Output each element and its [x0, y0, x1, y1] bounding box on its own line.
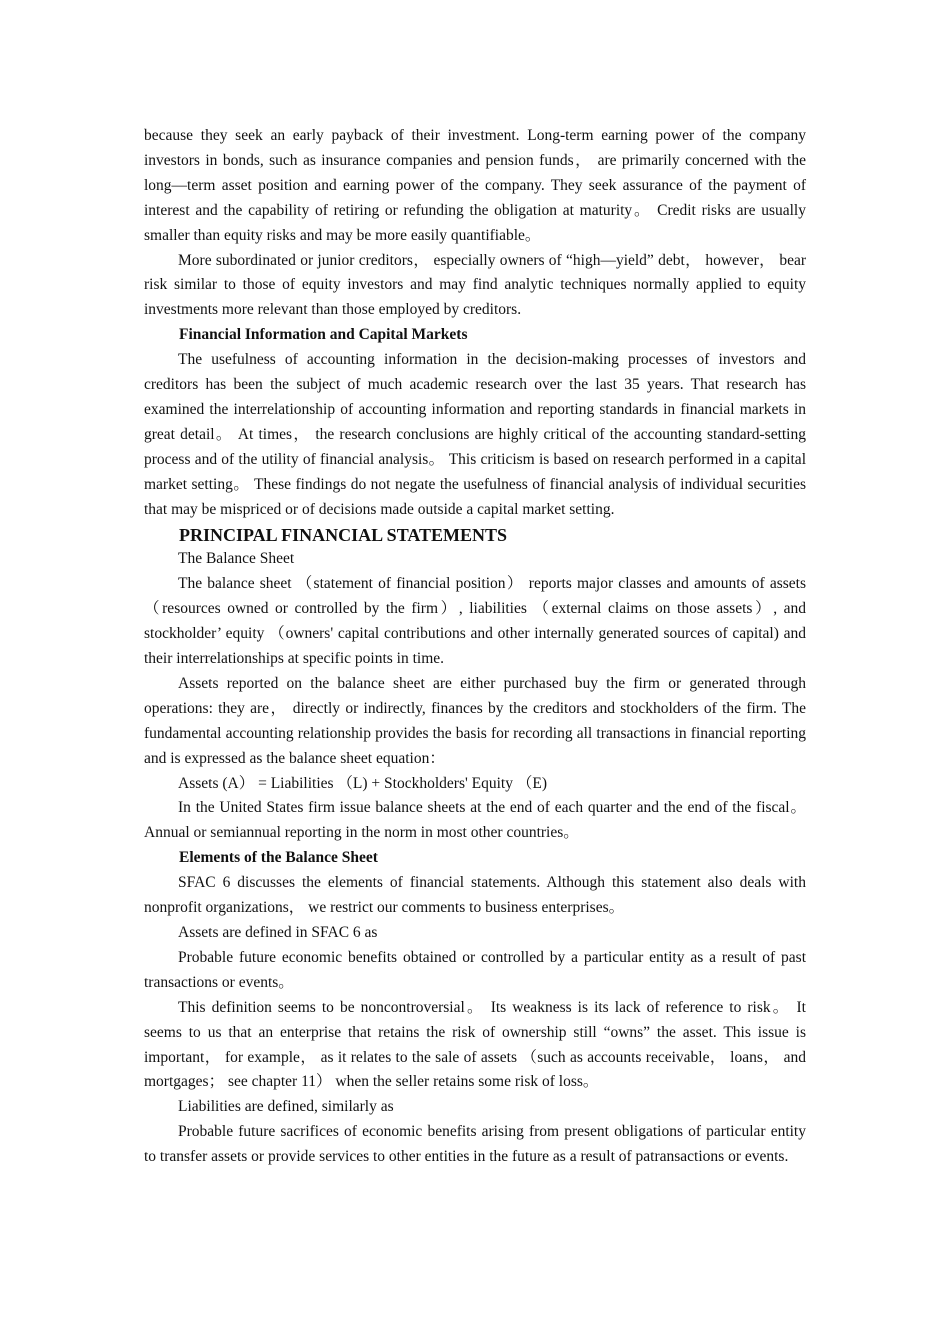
subheading-elements: Elements of the Balance Sheet [179, 849, 378, 867]
label-balance-sheet: The Balance Sheet [178, 550, 295, 568]
paragraph-assets-definition: Probable future economic benefits obtained or controlled by a particular entity as a result of past transactions or events。 [144, 948, 806, 991]
paragraph-usefulness: The usefulness of accounting information in the decision-making processes of investors and creditors has been the subject of much academic research over the last 35 years. That research has examined the interrelationship of accounting information and reporting standards in financial markets in great detail。 At times， the research conclusions are highly critical of the accounting standard-setting process and of the utility of financial analysis。 This criticism is based on research performed in a capital market setting。 These findings do not negate the usefulness of financial analysis of individual securities that may be mispriced or of decisions made outside a capital market setting. [144, 351, 806, 518]
paragraph-assets-reported: Assets reported on the balance sheet are either purchased buy the firm or generated through operations: they are， directly or indirectly, finances by the creditors and stockholders of the firm. The fundamental accounting relationship provides the basis for recording all transactions in financial reporting and is expressed as the balance sheet equation： [144, 674, 806, 767]
paragraph-continuation: because they seek an early payback of their investment. Long-term earning power of the company investors in bonds, such as insurance companies and pension funds， are primarily concerned with the long—term asset position and earning power of the company. They seek assurance of the payment of interest and the capability of retiring or refunding the obligation at maturity。 Credit risks are usually smaller than equity risks and may be more easily quantifiable。 [144, 127, 806, 244]
paragraph-us-reporting: In the United States firm issue balance sheets at the end of each quarter and the end of the fiscal。 Annual or semiannual reporting in the norm in most other countries。 [144, 799, 806, 842]
paragraph-definition-critique: This definition seems to be noncontroversial。 Its weakness is its lack of reference to risk。 It seems to us that an enterprise that retains the risk of ownership still “owns” the asset. This issue is important， for example， as it relates to the sale of assets （such as accounts receivable， loans， and mortgages； see chapter 11） when the seller retains some risk of loss。 [144, 998, 806, 1091]
label-assets-defined: Assets are defined in SFAC 6 as [178, 924, 378, 941]
label-liabilities-defined: Liabilities are defined, similarly as [178, 1098, 394, 1116]
paragraph-sfac6: SFAC 6 discusses the elements of financial statements. Although this statement also deals with nonprofit organizations， we restrict our comments to business enterprises。 [144, 874, 806, 917]
balance-sheet-equation: Assets (A） = Liabilities （L) + Stockholders' Equity （E) [178, 774, 547, 792]
document-page [144, 124, 806, 1170]
paragraph-liabilities-definition: Probable future sacrifices of economic benefits arising from present obligations of particular entity to transfer assets or provide services to other entities in the future as a result of patransactions or events. [144, 1123, 806, 1166]
subheading-financial-information: Financial Information and Capital Markets [179, 326, 468, 344]
paragraph-balance-sheet-definition: The balance sheet （statement of financial position） reports major classes and amounts of assets （resources owned or controlled by the firm）, liabilities （external claims on those assets）, and stockholder’ equity （owners' capital contributions and other internally generated sources of capital) and their interrelationships at specific points in time. [144, 575, 806, 668]
heading-principal-statements: PRINCIPAL FINANCIAL STATEMENTS [179, 524, 508, 545]
paragraph-junior-creditors: More subordinated or junior creditors， especially owners of “high—yield” debt， however， bear risk similar to those of equity investors and may find analytic techniques normally applied to equity investments more relevant than those employed by creditors. [144, 251, 806, 319]
